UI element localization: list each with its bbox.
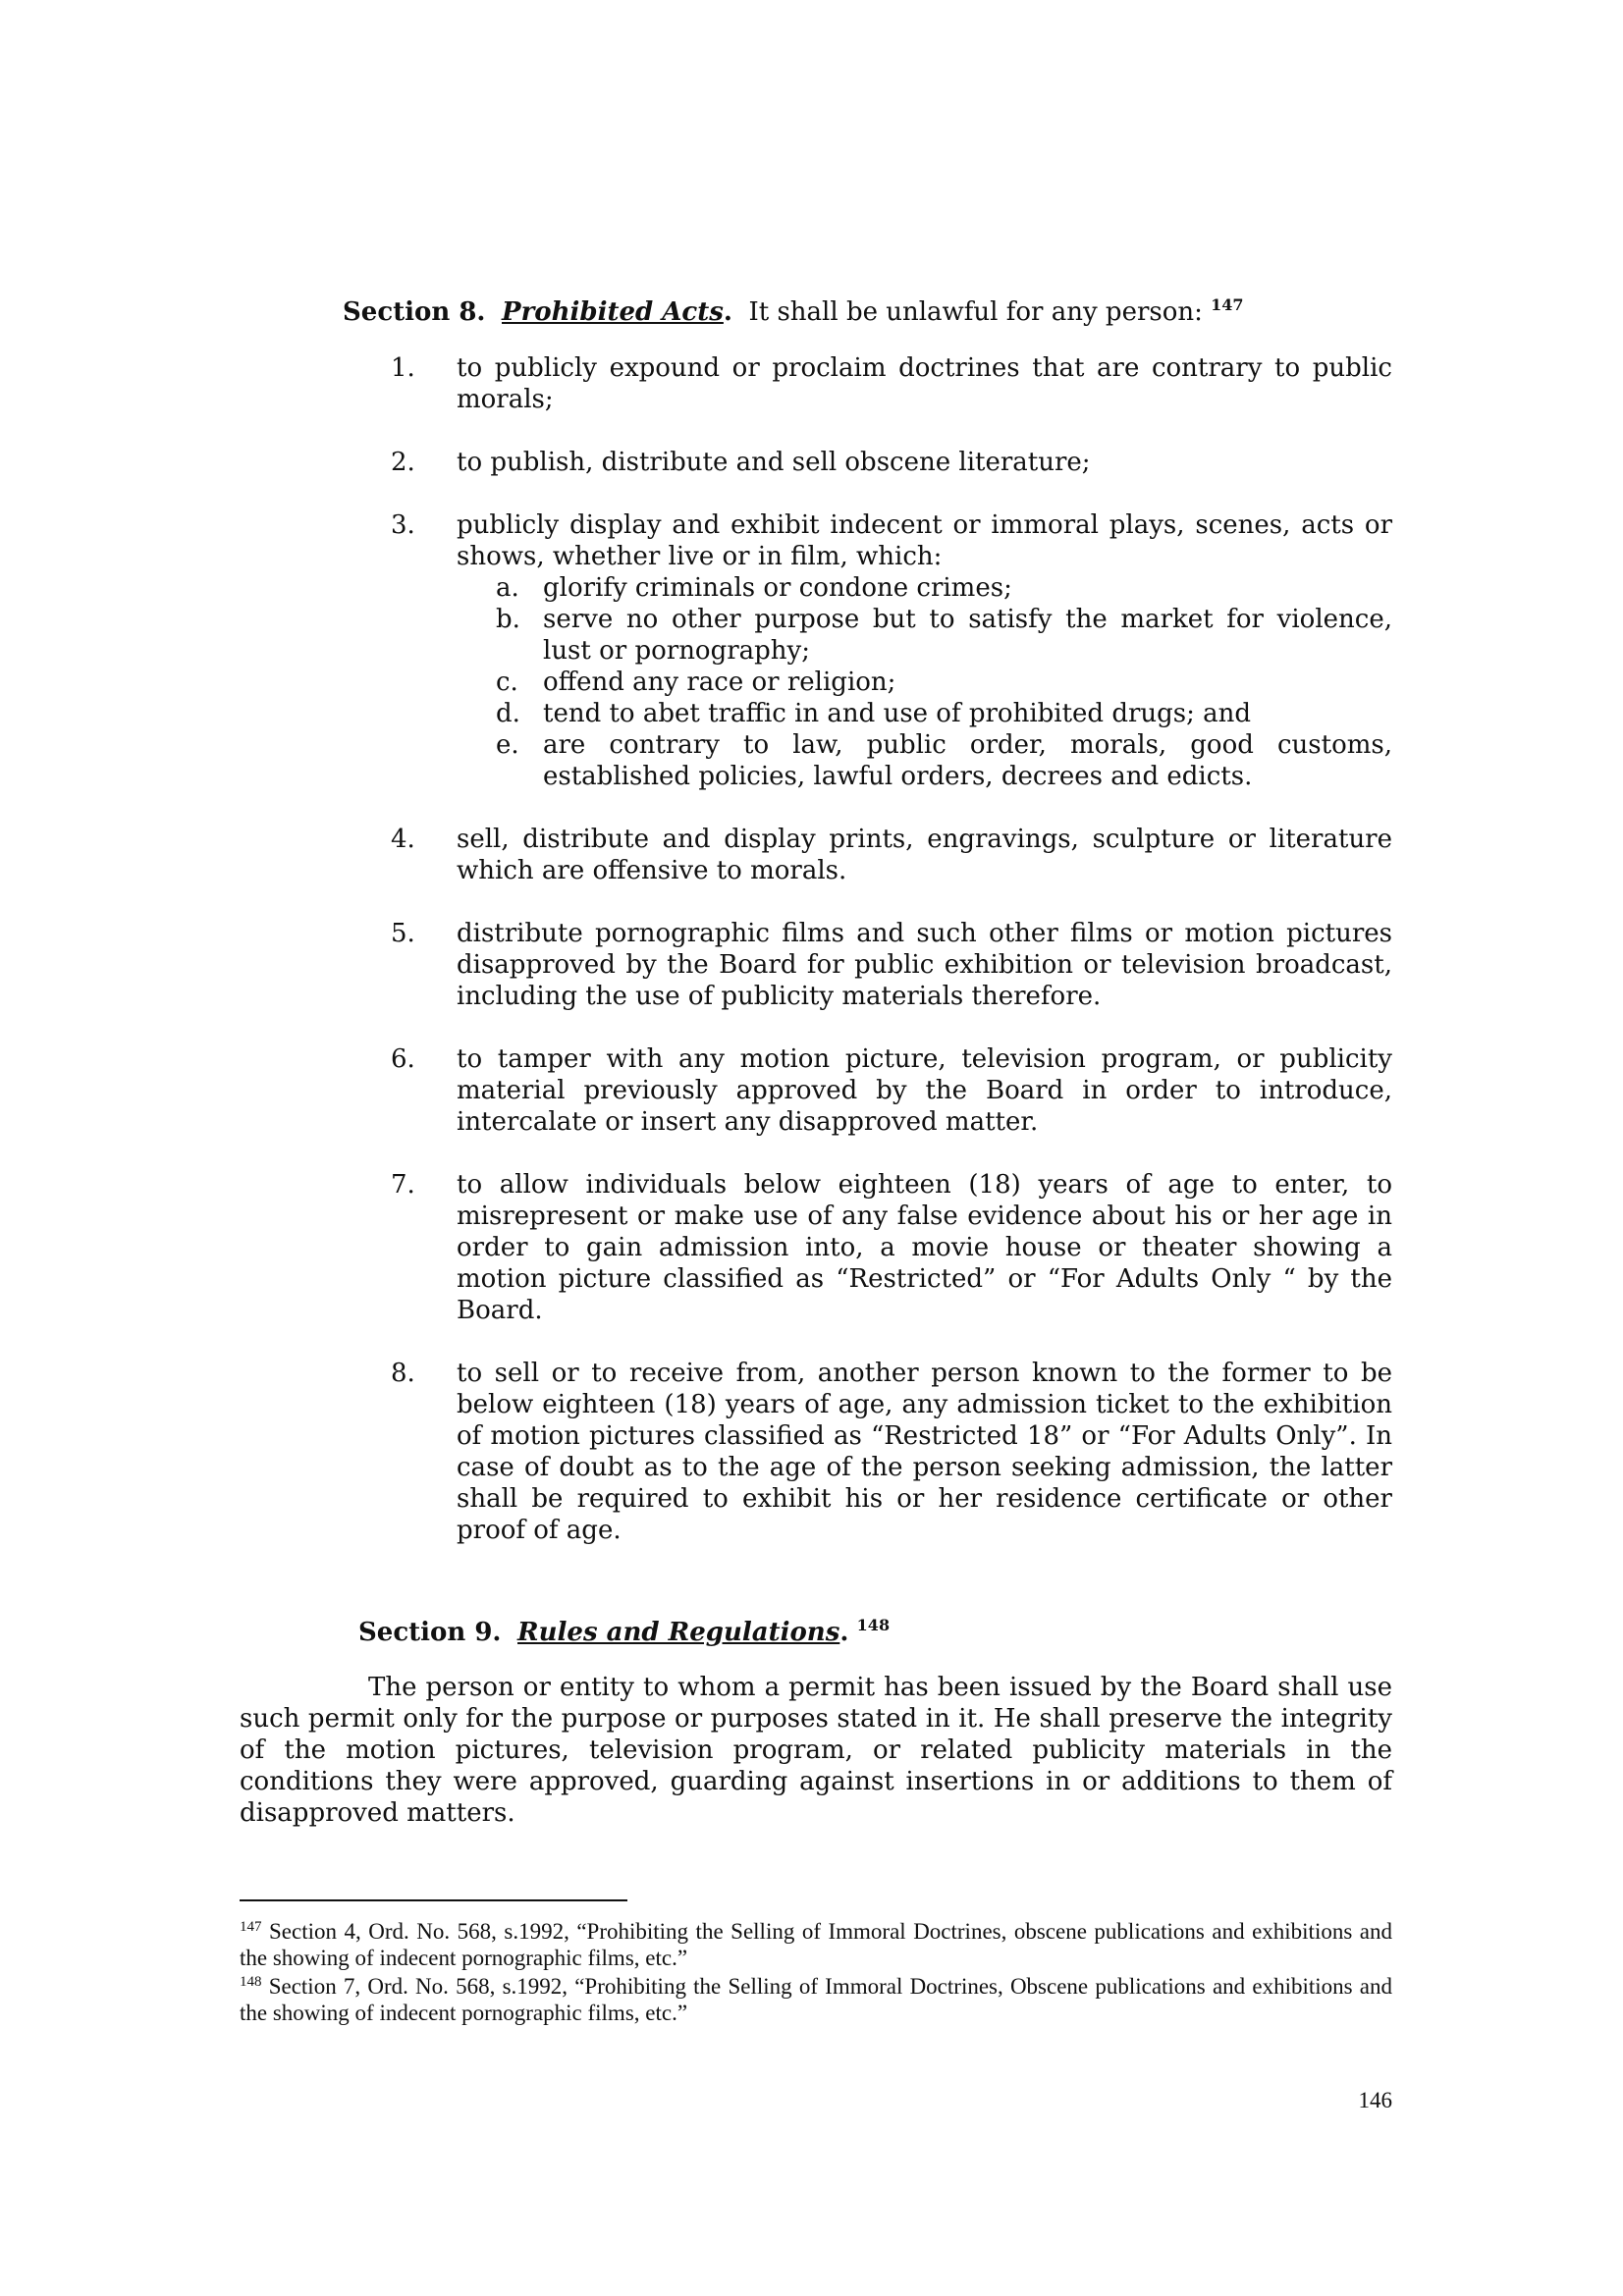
section-8-intro: It shall be unlawful for any person: (748, 297, 1203, 327)
section-9-number: Section 9. (358, 1618, 502, 1647)
list-item: 1. to publicly expound or proclaim doctrines that are contrary to public morals; (391, 353, 1392, 414)
sub-list-item: e. are contrary to law, public order, morals, good customs, established policies, lawful orders, decrees and edicts. (496, 730, 1392, 791)
prohibited-acts-list-2 (391, 447, 1392, 478)
list-item: 4. sell, distribute and display prints, engravings, sculpture or literature which are offensive to morals. (391, 825, 1392, 885)
list-item: 7. to allow individuals below eighteen (18) years of age to enter, to misrepresent or make use of any false evidence about his or her age in order to gain admission into, a movie house or theater showing a motion picture classified as “Restricted” or “For Adults Only “ by the Board. (391, 1170, 1392, 1325)
prohibited-acts-list-3 (391, 509, 1392, 792)
footnote-divider (240, 1899, 627, 1901)
list-item: 8. to sell or to receive from, another person known to the former to be below eighteen (18) years of age, any admission ticket to the exhibition of motion pictures classified as “Restricted 18” or “For Adults Only”. In case of doubt as to the age of the person seeking admission, the latter shall be required to exhibit his or her residence certificate or other proof of age. (391, 1359, 1392, 1545)
prohibited-acts-list-4 (391, 824, 1392, 886)
prohibited-acts-list-6 (391, 1043, 1392, 1138)
sub-list-item: a. glorify criminals or condone crimes; (496, 573, 1012, 603)
prohibited-acts-list-7 (391, 1169, 1392, 1326)
footnote-147: $^{147}$ Section 4, Ord. No. 568, s.1992, “Prohibiting the Selling of Immoral Doctrines, obscene publications and exhibitions and the showing of indecent pornographic films, etc.” (240, 1919, 1393, 1970)
list-item: 2. to publish, distribute and sell obscene literature; (391, 448, 1091, 477)
section-9-paragraph: The person or entity to whom a permit has been issued by the Board shall use such permit only for the purpose or purposes stated in it. He shall preserve the integrity of the motion pictures, television program, or related publicity materials in the conditions they were approved, guarding against insertions in or additions to them of disapproved matters. (240, 1673, 1392, 1828)
section-9-heading: Section 9. Rules and Regulations. $^{148}$ (358, 1616, 891, 1647)
list-item: 3. publicly display and exhibit indecent or immoral plays, scenes, acts or shows, whether live or in film, which: a. glorify criminals or condone crimes; b. serve no other purpose but to satisfy the market for violence, lust or pornography; c. offend any race or religion; d. tend to abet traffic in and use of prohibited drugs; and e. are contrary to law, public order, morals, good customs, established policies, lawful orders, decrees and edicts. (391, 510, 1392, 791)
page-number: 146 (1358, 2088, 1392, 2112)
sub-list (457, 572, 1392, 792)
footnote-148: $^{148}$ Section 7, Ord. No. 568, s.1992, “Prohibiting the Selling of Immoral Doctrines, Obscene publications and exhibitions and the showing of indecent pornographic films, etc.” (240, 1974, 1392, 2025)
footnote-ref-148: 148 (856, 1616, 891, 1634)
section-8-title: Prohibited Acts (502, 297, 724, 327)
section-8-number: Section 8. (343, 297, 486, 327)
list-item: 6. to tamper with any motion picture, television program, or publicity material previously approved by the Board in order to introduce, intercalate or insert any disapproved matter. (391, 1044, 1392, 1137)
prohibited-acts-list-1 (391, 352, 1392, 415)
sub-list-item: d. tend to abet traffic in and use of prohibited drugs; and (496, 699, 1252, 728)
list-item: 5. distribute pornographic films and such other films or motion pictures disapproved by the Board for public exhibition or television broadcast, including the use of publicity materials therefore. (391, 919, 1392, 1011)
section-8-heading: Section 8. Prohibited Acts. It shall be unlawful for any person: $^{147}$ (343, 295, 1244, 327)
prohibited-acts-list-5 (391, 918, 1392, 1012)
section-9-title: Rules and Regulations (517, 1618, 840, 1647)
sub-list-item: c. offend any race or religion; (496, 667, 896, 697)
prohibited-acts-list-8 (391, 1358, 1392, 1546)
sub-list-item: b. serve no other purpose but to satisfy the market for violence, lust or pornography; (496, 605, 1392, 666)
footnote-ref-147: 147 (1211, 295, 1244, 314)
